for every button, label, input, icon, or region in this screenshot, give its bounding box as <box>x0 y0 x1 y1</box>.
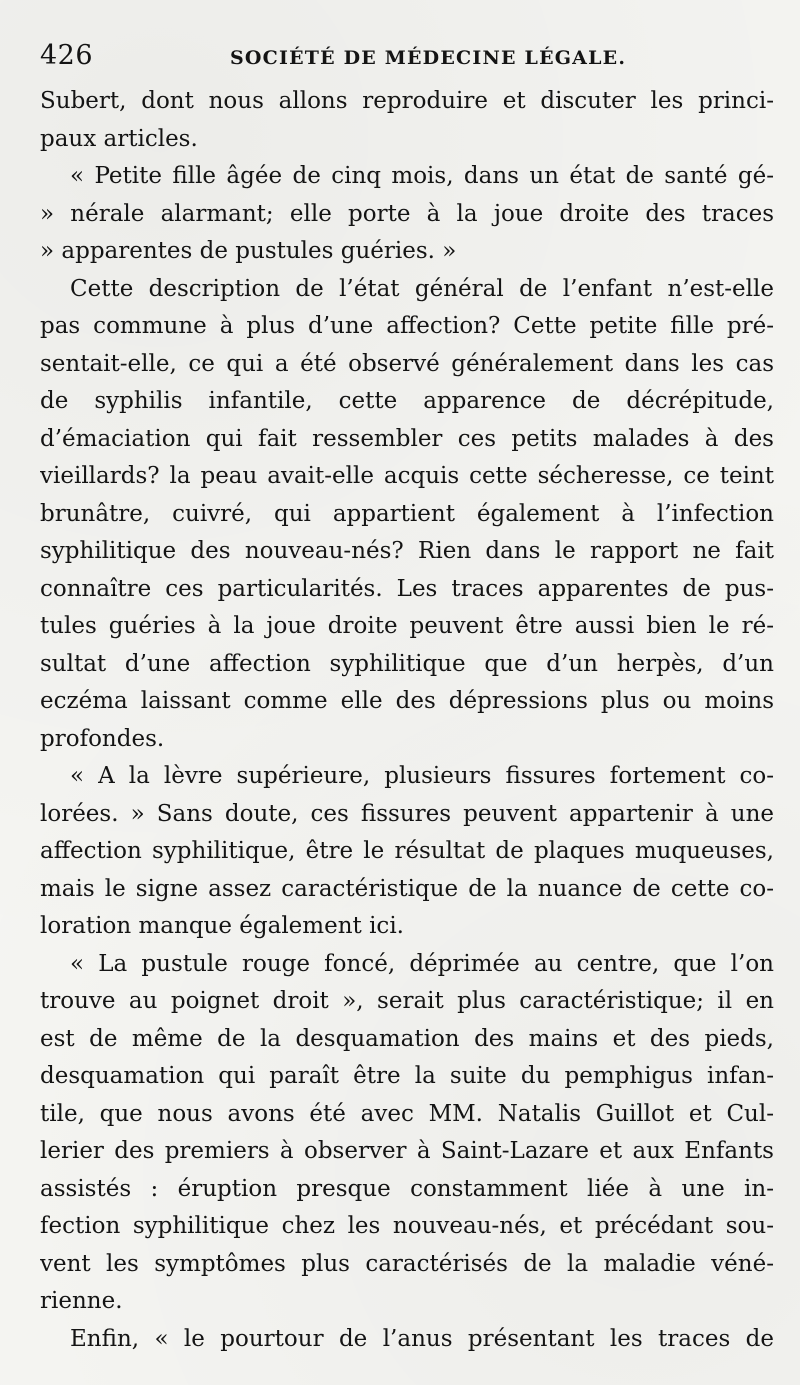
text-line: est de même de la desquamation des mains et des pieds, <box>40 1025 774 1052</box>
text-line: Enfin, « le pourtour de l’anus présentant les traces de <box>70 1325 774 1352</box>
text-line: desquamation qui paraît être la suite du pemphigus infan- <box>40 1063 774 1089</box>
text-line: « A la lèvre supérieure, plusieurs fissures fortement co- <box>70 763 774 789</box>
text-line: sultat d’une affection syphilitique que d’un herpès, d’un <box>40 650 774 677</box>
running-title: SOCIÉTÉ DE MÉDECINE LÉGALE. <box>230 47 627 69</box>
text-line: de syphilis infantile, cette apparence de décrépitude, <box>40 388 774 414</box>
text-line: rienne. <box>40 1288 123 1314</box>
text-line: affection syphilitique, être le résultat de plaques muqueuses, <box>40 838 774 864</box>
text-line: « Petite fille âgée de cinq mois, dans un état de santé gé- <box>70 163 774 189</box>
text-line: lorées. » Sans doute, ces fissures peuvent appartenir à une <box>40 800 774 827</box>
text-line: brunâtre, cuivré, qui appartient également à l’infection <box>40 500 774 527</box>
text-line: » apparentes de pustules guéries. » <box>40 238 457 264</box>
text-line: connaître ces particularités. Les traces apparentes de pus- <box>40 575 774 602</box>
text-line: syphilitique des nouveau-nés? Rien dans le rapport ne fait <box>40 538 774 564</box>
body-text <box>40 83 774 1358</box>
text-line: « La pustule rouge foncé, déprimée au centre, que l’on <box>70 950 774 977</box>
text-line: loration manque également ici. <box>40 913 404 939</box>
text-line: Subert, dont nous allons reproduire et discuter les princi- <box>40 88 774 114</box>
text-line: lerier des premiers à observer à Saint-Lazare et aux Enfants <box>40 1138 774 1164</box>
text-line: tile, que nous avons été avec MM. Natalis Guillot et Cul- <box>40 1100 774 1127</box>
text-line: » nérale alarmant; elle porte à la joue droite des traces <box>40 200 774 227</box>
text-line: trouve au poignet droit », serait plus caractéristique; il en <box>40 988 774 1014</box>
page-number: 426 <box>40 40 94 71</box>
text-line: fection syphilitique chez les nouveau-nés, et précédant sou- <box>40 1213 774 1239</box>
text-line: assistés : éruption presque constamment liée à une in- <box>40 1175 774 1202</box>
text-line: vieillards? la peau avait-elle acquis cette sécheresse, ce teint <box>40 463 774 489</box>
text-line: paux articles. <box>40 125 198 152</box>
text-line: Cette description de l’état général de l’enfant n’est-elle <box>70 275 774 302</box>
text-line: d’émaciation qui fait ressembler ces petits malades à des <box>40 425 774 452</box>
text-line: eczéma laissant comme elle des dépressions plus ou moins <box>40 688 774 714</box>
text-line: mais le signe assez caractéristique de la nuance de cette co- <box>40 875 774 902</box>
text-line: sentait-elle, ce qui a été observé généralement dans les cas <box>40 350 774 377</box>
text-line: pas commune à plus d’une affection? Cette petite fille pré- <box>40 313 774 339</box>
text-line: vent les symptômes plus caractérisés de la maladie véné- <box>40 1250 774 1277</box>
text-line: tules guéries à la joue droite peuvent être aussi bien le ré- <box>40 613 774 639</box>
text-line: profondes. <box>40 725 165 752</box>
page-header <box>40 40 780 80</box>
